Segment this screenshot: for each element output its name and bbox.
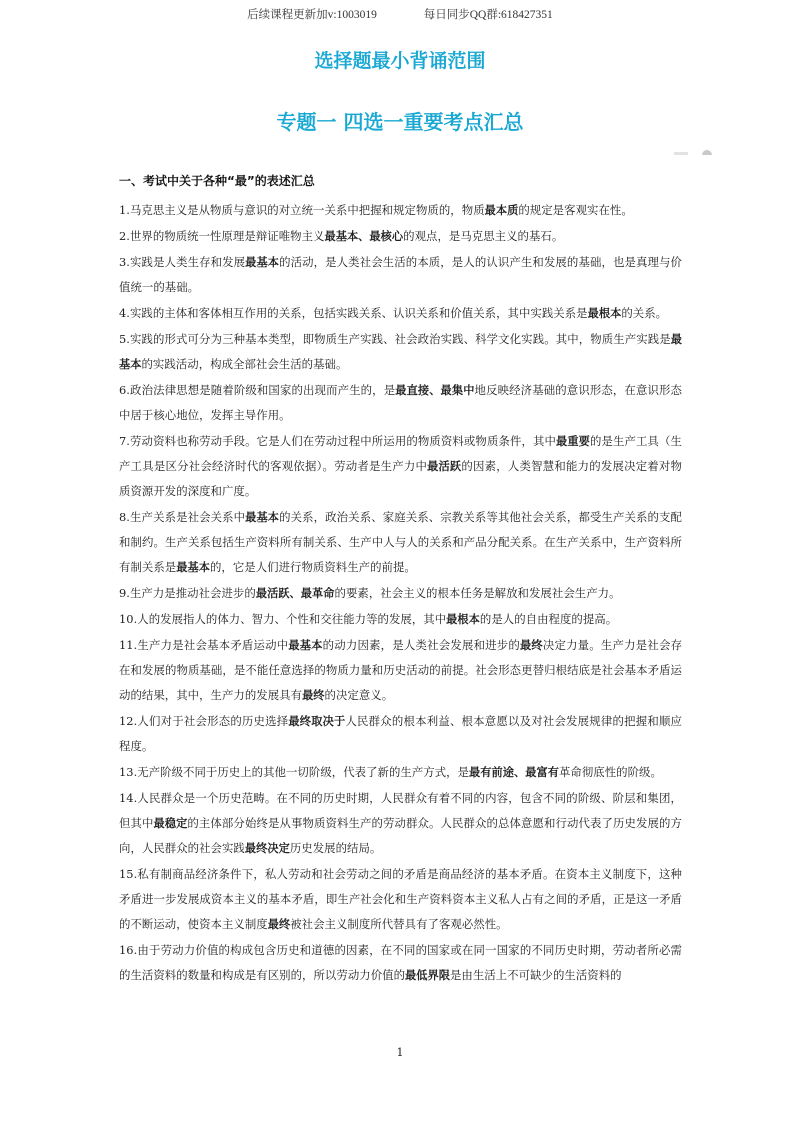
item-text: 5.实践的形式可分为三种基本类型，即物质生产实践、社会政治实践、科学文化实践。其中，物质生产实践是 bbox=[119, 332, 671, 346]
item-text: 历史发展的结局。 bbox=[289, 841, 382, 855]
list-item bbox=[119, 581, 682, 606]
page-number: 1 bbox=[396, 1046, 404, 1059]
item-text: 16.由于劳动力价值的构成包含历史和道德的因素，在不同的国家或在同一国家的不同历史时期，劳动者所必需的生活资料的数量和构成是有区别的，所以劳动力价值的 bbox=[119, 943, 682, 982]
header-left-text: 后续课程更新加v:1003019 bbox=[247, 9, 377, 21]
list-item bbox=[119, 224, 682, 249]
item-text: 10.人的发展指人的体力、智力、个性和交往能力等的发展，其中 bbox=[119, 612, 447, 626]
item-text: 的实践活动，构成全部社会生活的基础。 bbox=[141, 357, 348, 371]
emphasis-text: 最终 bbox=[520, 639, 543, 652]
item-text: 的关系。 bbox=[621, 306, 668, 320]
scan-mark bbox=[702, 150, 712, 155]
item-text: 13.无产阶级不同于历史上的其他一切阶级，代表了新的生产方式，是 bbox=[119, 765, 470, 779]
item-text: 2.世界的物质统一性原理是辩证唯物主义 bbox=[119, 229, 325, 243]
list-item bbox=[119, 198, 682, 223]
item-text: 革命彻底性的阶级。 bbox=[558, 765, 662, 779]
list-item bbox=[119, 633, 682, 708]
item-text: 的规定是客观实在性。 bbox=[518, 203, 633, 217]
emphasis-text: 最基本 bbox=[288, 639, 323, 652]
list-item bbox=[119, 505, 682, 580]
item-text: 8.生产关系是社会关系中 bbox=[119, 510, 246, 524]
emphasis-text: 最基本、最核心 bbox=[324, 230, 404, 243]
item-text: 9.生产力是推动社会进步的 bbox=[119, 586, 256, 600]
item-text: 的动力因素，是人类社会发展和进步的 bbox=[322, 638, 521, 652]
emphasis-text: 最基本 bbox=[245, 256, 280, 269]
item-text: 地反映经济基础的意识形态，在意识形态中居于核心地位，发挥主导作用。 bbox=[119, 383, 682, 422]
item-text: 1.马克思主义是从物质与意识的对立统一关系中把握和规定物质的，物质 bbox=[119, 203, 485, 217]
item-text: 3.实践是人类生存和发展 bbox=[119, 255, 246, 269]
item-list bbox=[119, 198, 682, 988]
emphasis-text: 最基本 bbox=[119, 333, 682, 371]
emphasis-text: 最根本 bbox=[446, 613, 480, 626]
emphasis-text: 最低界限 bbox=[405, 969, 450, 982]
item-text: 的决定意义。 bbox=[324, 688, 394, 702]
item-text: 12.人们对于社会形态的历史选择 bbox=[119, 714, 289, 728]
item-text: 人民群众的根本利益、根本意愿以及对社会发展规律的把握和顺应程度。 bbox=[119, 714, 682, 753]
list-item bbox=[119, 607, 682, 632]
item-text: 的因素，人类智慧和能力的发展决定着对物质资源开发的深度和广度。 bbox=[119, 459, 682, 498]
item-text: 是由生活上不可缺少的生活资料的 bbox=[449, 968, 622, 982]
item-text: 的活动，是人类社会生活的本质，是人的认识产生和发展的基础，也是真理与价值统一的基础。 bbox=[119, 255, 682, 294]
item-text: 的，它是人们进行物质资料生产的前提。 bbox=[209, 560, 416, 574]
emphasis-text: 最重要 bbox=[556, 435, 590, 448]
emphasis-text: 最根本 bbox=[587, 307, 622, 320]
emphasis-text: 最终 bbox=[302, 689, 325, 702]
item-text: 15.私有制商品经济条件下，私人劳动和社会劳动之间的矛盾是商品经济的基本矛盾。在资本主义制度下，这种矛盾进一步发展成资本主义的基本矛盾，即生产社会化和生产资料资本主义私人占有之间的矛盾，正是这一矛盾的不断运动，使资本主义制度 bbox=[119, 867, 682, 931]
item-text: 的主体部分始终是从事物质资料生产的劳动群众。人民群众的总体意愿和行动代表了历史发展的方向，人民群众的社会实践 bbox=[119, 816, 682, 855]
item-text: 的是生产工具（生产工具是区分社会经济时代的客观依据）。劳动者是生产力中 bbox=[119, 434, 682, 473]
emphasis-text: 最本质 bbox=[484, 204, 519, 217]
emphasis-text: 最终取决于 bbox=[288, 715, 346, 728]
emphasis-text: 最活跃 bbox=[427, 460, 462, 473]
item-text: 决定力量。生产力是社会存在和发展的物质基础，是不能任意选择的物质力量和历史活动的前提。社会形态更替归根结底是社会基本矛盾运动的结果，其中，生产力的发展具有 bbox=[119, 638, 683, 702]
list-item bbox=[119, 301, 682, 326]
emphasis-text: 最基本 bbox=[176, 561, 210, 574]
item-text: 14.人民群众是一个历史范畴。在不同的历史时期，人民群众有着不同的内容，包含不同的阶级、阶层和集团，但其中 bbox=[119, 791, 682, 830]
emphasis-text: 最直接、最集中 bbox=[395, 384, 475, 397]
list-item bbox=[119, 786, 682, 861]
item-text: 的观点，是马克思主义的基石。 bbox=[403, 229, 564, 243]
item-text: 的关系，政治关系、家庭关系、宗教关系等其他社会关系，都受生产关系的支配和制约。生产关系包括生产资料所有制关系、生产中人与人的关系和产品分配关系。在生产关系中，生产资料所有制关系是 bbox=[119, 510, 682, 574]
list-item bbox=[119, 250, 682, 300]
emphasis-text: 最稳定 bbox=[153, 817, 188, 830]
emphasis-text: 最终决定 bbox=[244, 842, 290, 855]
item-text: 7.劳动资料也称劳动手段。它是人们在劳动过程中所运用的物质资料或物质条件，其中 bbox=[119, 434, 557, 448]
document-title: 选择题最小背诵范围 bbox=[314, 50, 486, 72]
emphasis-text: 最有前途、最富有 bbox=[469, 766, 559, 779]
list-item bbox=[119, 709, 682, 759]
header-right-text: 每日同步QQ群:618427351 bbox=[423, 9, 553, 21]
section-heading: 一、考试中关于各种“最”的表述汇总 bbox=[119, 174, 315, 188]
list-item bbox=[119, 378, 682, 428]
item-text: 11.生产力是社会基本矛盾运动中 bbox=[119, 638, 289, 652]
page-header bbox=[0, 6, 800, 22]
emphasis-text: 最活跃、最革命 bbox=[255, 587, 335, 600]
item-text: 的要素，社会主义的根本任务是解放和发展社会生产力。 bbox=[334, 586, 621, 600]
list-item bbox=[119, 429, 682, 504]
emphasis-text: 最基本 bbox=[245, 511, 280, 524]
emphasis-text: 最终 bbox=[267, 918, 291, 931]
item-text: 4.实践的主体和客体相互作用的关系，包括实践关系、认识关系和价值关系，其中实践关系是 bbox=[119, 306, 588, 320]
scan-mark bbox=[674, 152, 688, 155]
topic-title: 专题一 四选一重要考点汇总 bbox=[276, 110, 524, 134]
list-item bbox=[119, 760, 682, 785]
document-body bbox=[119, 172, 682, 989]
list-item bbox=[119, 938, 682, 988]
list-item bbox=[119, 862, 682, 937]
list-item bbox=[119, 327, 682, 377]
item-text: 被社会主义制度所代替具有了客观必然性。 bbox=[290, 917, 508, 931]
item-text: 6.政治法律思想是随着阶级和国家的出现而产生的，是 bbox=[119, 383, 396, 397]
item-text: 的是人的自由程度的提高。 bbox=[479, 612, 618, 626]
